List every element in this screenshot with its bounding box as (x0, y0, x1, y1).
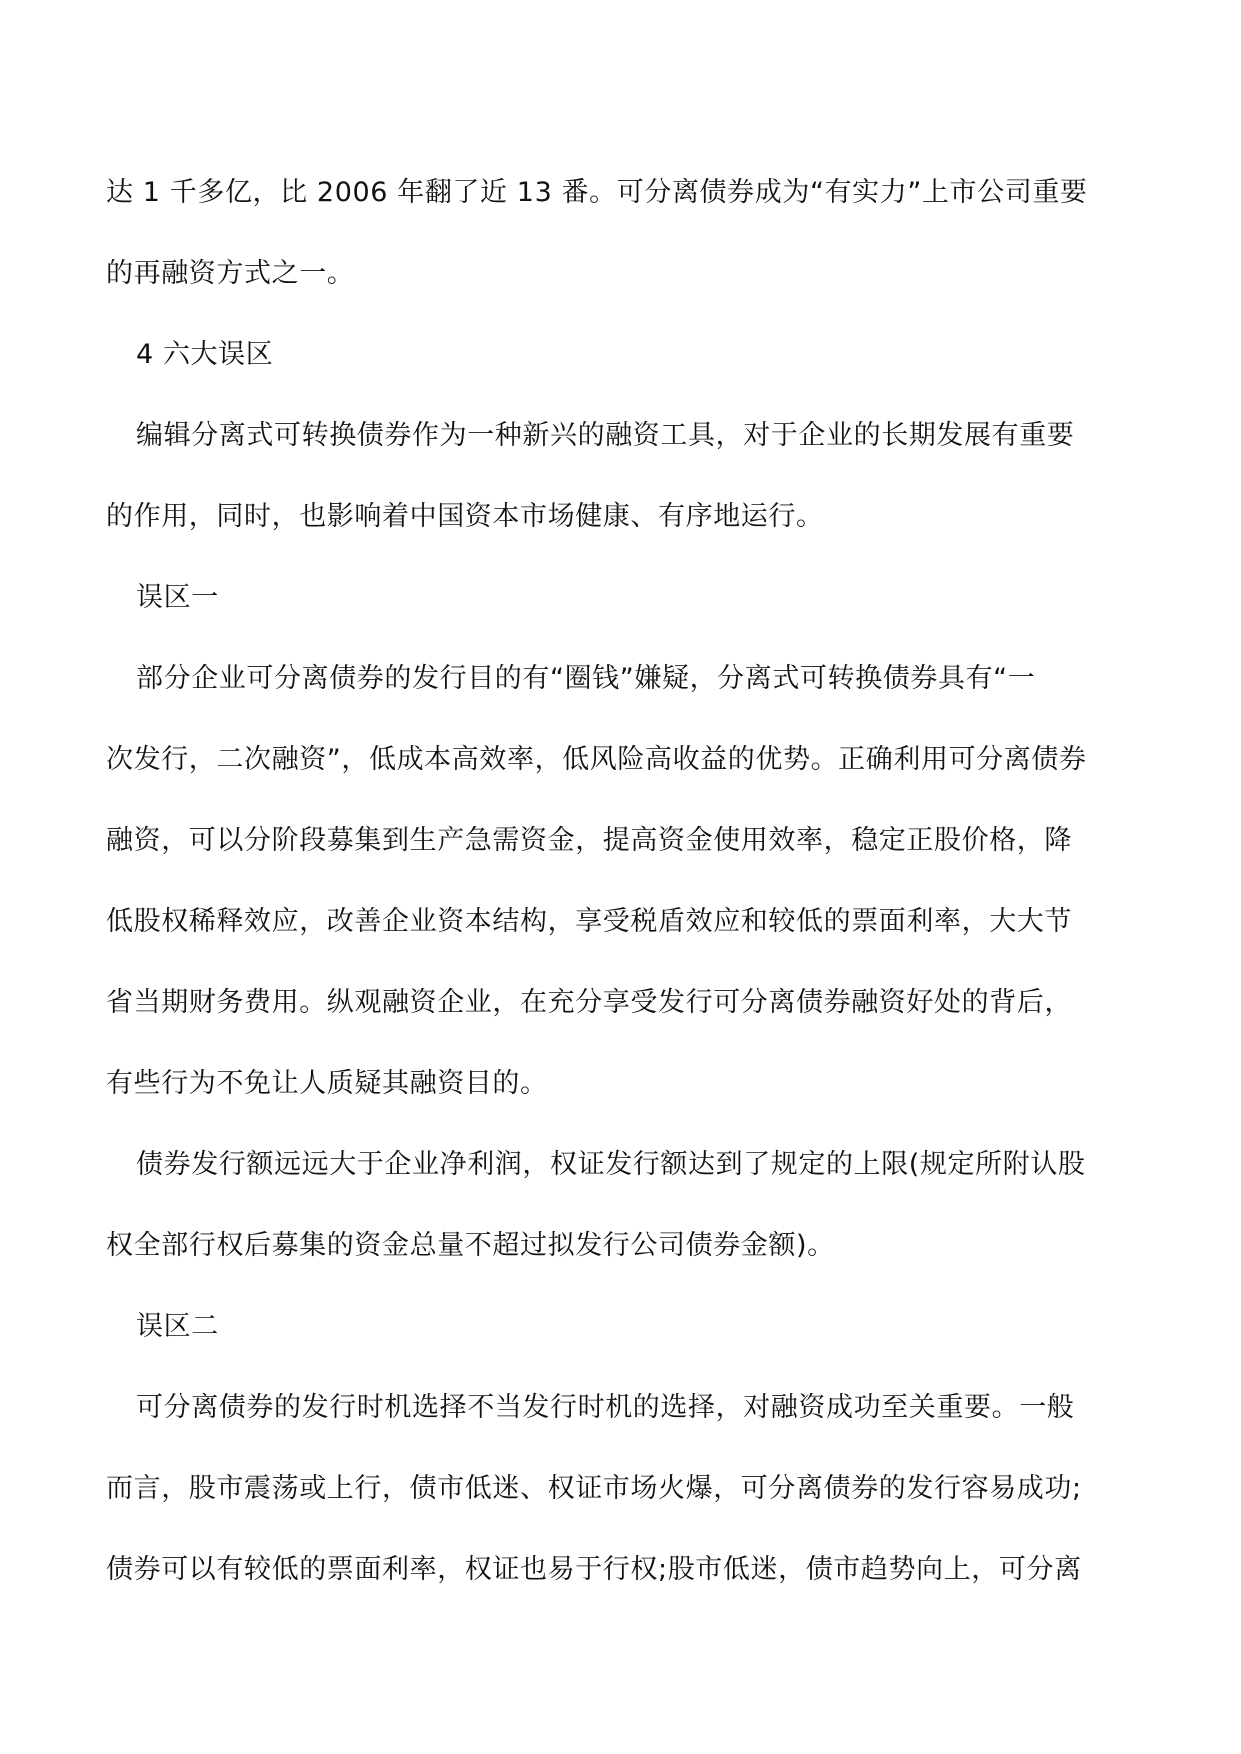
paragraph-line: 的作用，同时，也影响着中国资本市场健康、有序地运行。 (106, 501, 824, 532)
subsection-heading: 误区一 (136, 582, 219, 613)
paragraph-line: 次发行，二次融资”，低成本高效率，低风险高收益的优势。正确利用可分离债券 (106, 744, 1087, 775)
paragraph-line: 部分企业可分离债券的发行目的有“圈钱”嫌疑，分离式可转换债券具有“一 (136, 663, 1036, 694)
paragraph-line: 权全部行权后募集的资金总量不超过拟发行公司债券金额)。 (106, 1230, 835, 1261)
paragraph-line: 低股权稀释效应，改善企业资本结构，享受税盾效应和较低的票面利率，大大节 (106, 906, 1072, 937)
paragraph-line: 融资，可以分阶段募集到生产急需资金，提高资金使用效率，稳定正股价格，降 (106, 825, 1072, 856)
paragraph-line: 编辑分离式可转换债券作为一种新兴的融资工具，对于企业的长期发展有重要 (136, 420, 1075, 451)
paragraph-line: 省当期财务费用。纵观融资企业，在充分享受发行可分离债券融资好处的背后， (106, 987, 1072, 1018)
paragraph-line: 债券可以有较低的票面利率，权证也易于行权;股市低迷，债市趋势向上，可分离 (106, 1554, 1082, 1585)
paragraph-line: 的再融资方式之一。 (106, 258, 355, 289)
document-body (106, 152, 1136, 1610)
paragraph-line: 有些行为不免让人质疑其融资目的。 (106, 1068, 548, 1099)
section-heading: 4 六大误区 (136, 339, 274, 370)
paragraph-line: 可分离债券的发行时机选择不当发行时机的选择，对融资成功至关重要。一般 (136, 1392, 1075, 1423)
paragraph-line: 债券发行额远远大于企业净利润，权证发行额达到了规定的上限(规定所附认股 (136, 1149, 1086, 1180)
subsection-heading: 误区二 (136, 1311, 219, 1342)
paragraph-line: 达 1 千多亿，比 2006 年翻了近 13 番。可分离债券成为“有实力”上市公司重要 (106, 177, 1088, 208)
paragraph-line: 而言，股市震荡或上行，债市低迷、权证市场火爆，可分离债券的发行容易成功; (106, 1473, 1082, 1504)
